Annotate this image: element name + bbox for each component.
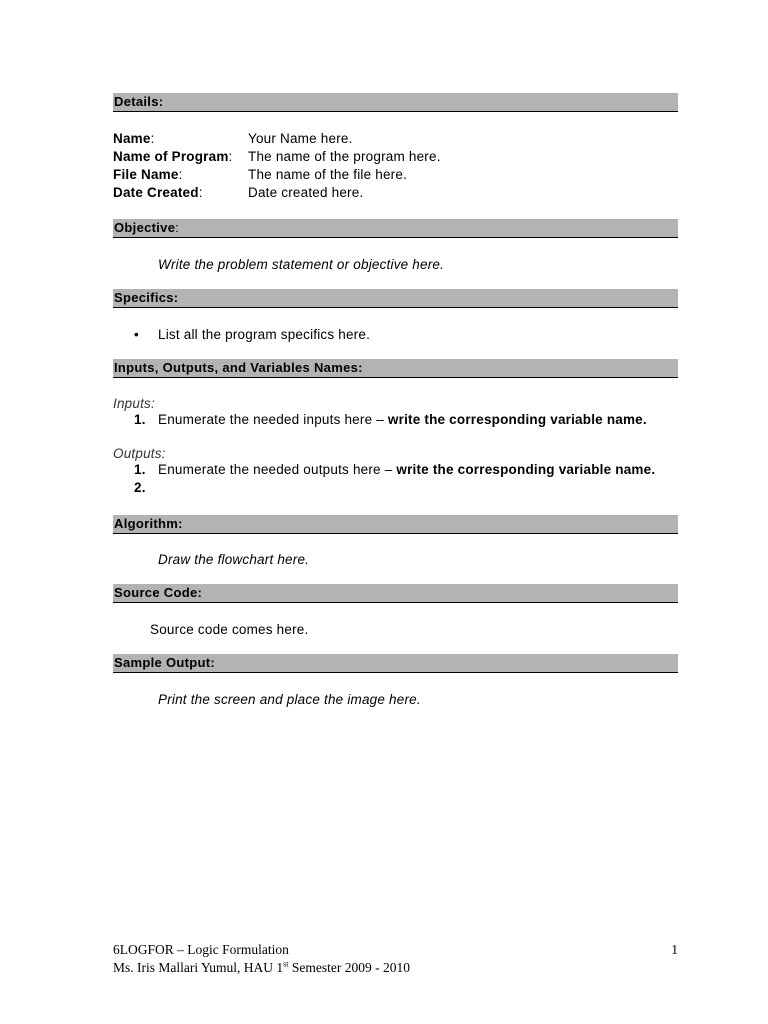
field-label-text: File Name — [113, 167, 179, 182]
field-label — [113, 166, 248, 184]
outputs-list-item — [134, 461, 678, 479]
sample-output-text: Print the screen and place the image here. — [158, 692, 421, 707]
list-number: 2. — [134, 480, 146, 495]
field-value: Date created here. — [248, 185, 364, 200]
list-item-bold: write the corresponding variable name. — [387, 412, 647, 427]
footer-instructor — [113, 959, 678, 977]
field-value: Your Name here. — [248, 131, 353, 146]
section-objective-heading — [113, 219, 678, 238]
footer-ordinal: st — [283, 959, 289, 969]
details-field-row — [113, 166, 678, 184]
inputs-list-item — [134, 411, 678, 429]
bullet-icon: • — [134, 327, 139, 342]
details-field-row — [113, 148, 678, 166]
field-label — [113, 184, 248, 202]
section-details-heading: Details: — [113, 93, 678, 112]
field-label-text: Name — [113, 131, 151, 146]
document-content — [113, 93, 678, 707]
specifics-list-item — [134, 327, 678, 342]
field-label-text: Name of Program — [113, 149, 229, 164]
algorithm-text: Draw the flowchart here. — [158, 552, 310, 567]
list-item-bold: write the corresponding variable name. — [396, 462, 656, 477]
field-label — [113, 130, 248, 148]
details-field-row — [113, 130, 678, 148]
outputs-label: Outputs: — [113, 446, 166, 461]
details-fields — [113, 130, 678, 202]
section-sample-output-heading: Sample Output: — [113, 654, 678, 673]
outputs-list-item — [134, 479, 678, 497]
objective-heading-suffix: : — [175, 220, 180, 235]
inputs-label: Inputs: — [113, 396, 155, 411]
field-label-text: Date Created — [113, 185, 199, 200]
field-value: The name of the file here. — [248, 167, 408, 182]
field-separator: : — [198, 185, 203, 200]
footer-course: 6LOGFOR – Logic Formulation — [113, 942, 289, 957]
list-item-text — [158, 461, 678, 479]
section-specifics-heading: Specifics: — [113, 289, 678, 308]
field-label — [113, 148, 248, 166]
details-field-row — [113, 184, 678, 202]
footer-row-course — [113, 941, 678, 959]
specifics-item-text: List all the program specifics here. — [158, 327, 371, 342]
footer-instructor-suffix: Semester 2009 - 2010 — [288, 960, 410, 975]
section-io-heading: Inputs, Outputs, and Variables Names: — [113, 359, 678, 378]
list-item-text — [158, 411, 678, 429]
list-number: 1. — [134, 412, 146, 427]
source-code-text: Source code comes here. — [150, 622, 309, 637]
objective-text: Write the problem statement or objective here. — [158, 257, 445, 272]
page-footer — [113, 941, 678, 977]
list-number: 1. — [134, 462, 146, 477]
field-separator: : — [178, 167, 183, 182]
footer-instructor-prefix: Ms. Iris Mallari Yumul, HAU 1 — [113, 960, 284, 975]
field-value: The name of the program here. — [248, 149, 441, 164]
objective-heading-text: Objective — [114, 220, 176, 235]
field-separator: : — [150, 131, 155, 146]
list-item-plain: Enumerate the needed inputs here – — [158, 412, 388, 427]
section-algorithm-heading: Algorithm: — [113, 515, 678, 534]
list-item-plain: Enumerate the needed outputs here – — [158, 462, 397, 477]
field-separator: : — [228, 149, 233, 164]
section-source-code-heading: Source Code: — [113, 584, 678, 603]
footer-page-number: 1 — [671, 942, 678, 957]
list-item-text — [158, 479, 678, 497]
